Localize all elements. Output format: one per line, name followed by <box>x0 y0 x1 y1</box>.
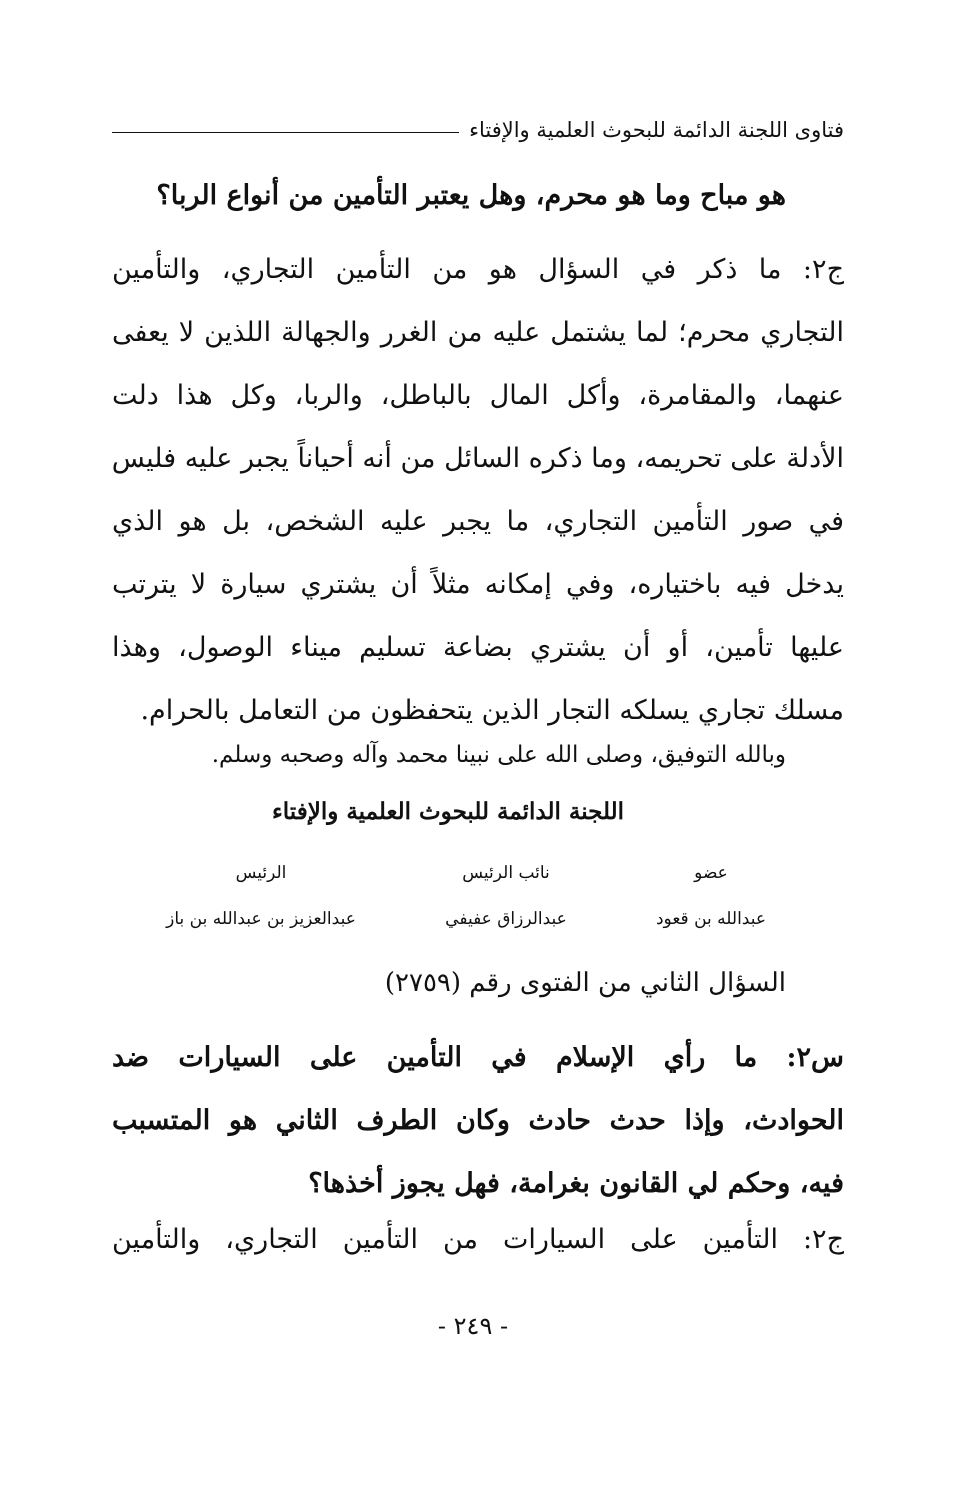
signatory-member <box>636 850 786 942</box>
committee-name: اللجنة الدائمة للبحوث العلمية والإفتاء <box>271 798 625 825</box>
answer1-line: عنهما، والمقامرة، وأكل المال بالباطل، والربا، وكل هذا دلت <box>112 380 844 411</box>
signatory-role: عضو <box>694 863 728 883</box>
signatory-name: عبدالله بن قعود <box>655 909 766 929</box>
page-number: - ٢٤٩ - <box>437 1312 509 1340</box>
answer1-paragraph <box>112 238 844 742</box>
question2-paragraph <box>112 1026 844 1215</box>
answer1-line: التجاري محرم؛ لما يشتمل عليه من الغرر والجهالة اللذين لا يعفى <box>112 317 844 348</box>
signatory-name: عبدالرزاق عفيفي <box>445 909 567 929</box>
answer1-line: ج٢: ما ذكر في السؤال هو من التأمين التجاري، والتأمين <box>112 254 844 285</box>
signatory-role: نائب الرئيس <box>462 863 550 883</box>
question2-line: الحوادث، وإذا حدث حادث وكان الطرف الثاني هو المتسبب <box>112 1105 844 1136</box>
signatory-vice-chairman <box>411 850 601 942</box>
question2-line: فيه، وحكم لي القانون بغرامة، فهل يجوز أخذها؟ <box>308 1168 844 1199</box>
answer1-line: في صور التأمين التجاري، ما يجبر عليه الشخص، بل هو الذي <box>112 506 844 537</box>
answer1-line: مسلك تجاري يسلكه التجار الذين يتحفظون من التعامل بالحرام. <box>140 695 844 726</box>
answer1-line: عليها تأمين، أو أن يشتري بضاعة تسليم ميناء الوصول، وهذا <box>112 632 844 663</box>
signatory-chairman <box>146 850 376 942</box>
question2-line: س٢: ما رأي الإسلام في التأمين على السيارات ضد <box>112 1042 844 1073</box>
signatory-name: عبدالعزيز بن عبدالله بن باز <box>166 909 356 929</box>
answer2-line: ج٢: التأمين على السيارات من التأمين التجاري، والتأمين <box>112 1224 844 1255</box>
answer1-line: الأدلة على تحريمه، وما ذكره السائل من أنه أحياناً يجبر عليه فليس <box>112 443 844 474</box>
answer1-line: يدخل فيه باختياره، وفي إمكانه مثلاً أن يشتري سيارة لا يترتب <box>112 569 844 600</box>
running-header <box>112 112 844 148</box>
closing-formula: وبالله التوفيق، وصلى الله على نبينا محمد وآله وصحبه وسلم. <box>211 742 786 768</box>
header-rule <box>112 132 459 133</box>
fatwa-reference: السؤال الثاني من الفتوى رقم (٢٧٥٩) <box>384 968 786 998</box>
answer2-paragraph <box>112 1208 844 1271</box>
signatories-block <box>146 850 786 942</box>
signatory-role: الرئيس <box>235 863 287 883</box>
question1-tail: هو مباح وما هو محرم، وهل يعتبر التأمين من أنواع الربا؟ <box>156 180 786 211</box>
header-title: فتاوى اللجنة الدائمة للبحوث العلمية والإفتاء <box>469 118 844 142</box>
